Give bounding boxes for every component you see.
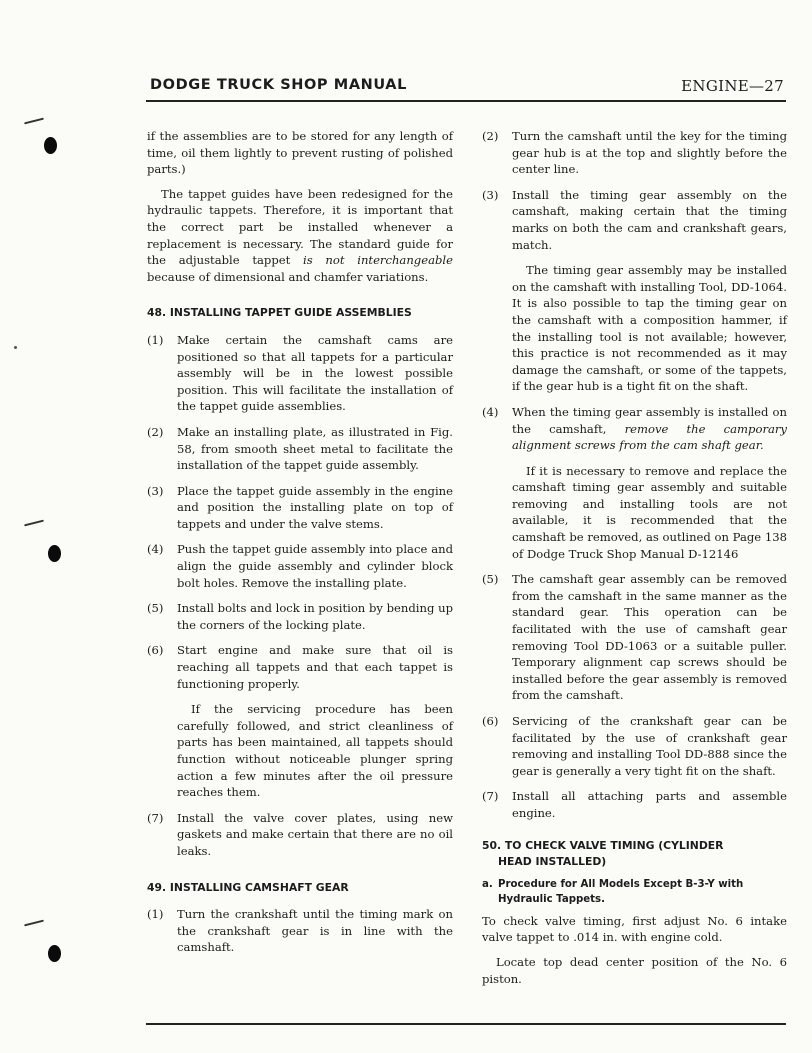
list-item: (5) The camshaft gear assembly can be removed from the camshaft in the same manner as the standard gear. This operation can be facilitated with the use of camshaft gear removing Tool DD-1063 or a suitable puller. Temporary alignment cap screws should be installed before the gear assembly is removed from the camshaft.: [482, 572, 787, 703]
list-item: (3) Place the tappet guide assembly in the engine and position the installing plate on top of tappets and under the valve stems.: [147, 483, 453, 531]
list-item: (7) Install all attaching parts and assemble engine.: [482, 789, 787, 820]
list-item: (1) Make certain the camshaft cams are positioned so that all tappets for a particular assembly will be in the lowest possible position. This will facilitate the installation of the tappet guide assemblies.: [147, 332, 453, 414]
section-heading-50: 50. TO CHECK VALVE TIMING (CYLINDER HEAD INSTALLED): [482, 838, 724, 869]
list-item: (1) Turn the crankshaft until the timing mark on the crankshaft gear is in line with the camshaft.: [147, 907, 453, 955]
list-item: (7) Install the valve cover plates, using new gaskets and make certain that there are no oil leaks.: [147, 810, 453, 858]
subsection-heading: a. Procedure for All Models Except B-3-Y with Hydraulic Tappets.: [482, 878, 744, 905]
paragraph: The tappet guides have been redesigned for the hydraulic tappets. Therefore, it is important that the correct part be installed whenever a replacement is necessary. The standard guide for the adjustable tappet is not interchangeable because of dimensional and chamfer variations.: [147, 186, 453, 284]
section-heading-49: 49. INSTALLING CAMSHAFT GEAR: [147, 880, 349, 894]
list-item: (6) Servicing of the crankshaft gear can be facilitated by the use of crankshaft gear removing and installing Tool DD-888 since the gear is generally a very tight fit on the shaft.: [482, 714, 787, 778]
list-item: (6) Start engine and make sure that oil is reaching all tappets and that each tappet is functioning properly.: [147, 643, 453, 691]
note-paragraph: If the servicing procedure has been carefully followed, and strict cleanliness of parts has been maintained, all tappets should function without noticeable plunger spring action a few minutes after the oil pressure reaches them.: [177, 702, 453, 800]
note-paragraph: If it is necessary to remove and replace the camshaft timing gear assembly and suitable removing and installing tools are not available, it is recommended that the camshaft be removed, as outlined on Page 138 of Dodge Truck Shop Manual D-12146: [512, 463, 787, 561]
margin-mark: [24, 118, 44, 125]
punch-hole: [48, 545, 61, 562]
right-column: [482, 128, 787, 995]
list-item: (3) Install the timing gear assembly on the camshaft, making certain that the timing marks on both the cam and crankshaft gears, match.: [482, 187, 787, 252]
note-paragraph: The timing gear assembly may be installed on the camshaft with installing Tool, DD-1064. It is also possible to tap the timing gear on the camshaft with a composition hammer, if the installing tool is not available; however, this practice is not recommended as it may damage the camshaft, or some of the tappets, if the gear hub is a tight fit on the shaft.: [512, 263, 787, 394]
manual-title: DODGE TRUCK SHOP MANUAL: [150, 77, 407, 93]
margin-dot: [14, 346, 17, 349]
page-number: ENGINE—27: [681, 77, 784, 95]
section-heading-48: 48. INSTALLING TAPPET GUIDE ASSEMBLIES: [147, 306, 412, 320]
list-item: (2) Turn the camshaft until the key for the timing gear hub is at the top and slightly before the center line.: [482, 129, 787, 177]
paragraph: if the assemblies are to be stored for any length of time, oil them lightly to prevent rusting of polished parts.): [147, 129, 453, 177]
header-rule: [146, 100, 786, 102]
punch-hole: [48, 945, 61, 962]
list-item: (4) When the timing gear assembly is installed on the camshaft, remove the camporary alignment screws from the cam shaft gear.: [482, 404, 787, 453]
margin-mark: [24, 920, 44, 927]
punch-hole: [44, 137, 57, 154]
list-item: (2) Make an installing plate, as illustrated in Fig. 58, from smooth sheet metal to facilitate the installation of the tappet guide assembly.: [147, 424, 453, 473]
list-item: (5) Install bolts and lock in position by bending up the corners of the locking plate.: [147, 601, 453, 632]
list-item: (4) Push the tappet guide assembly into place and align the guide assembly and cylinder block bolt holes. Remove the installing plate.: [147, 542, 453, 590]
footer-rule: [146, 1023, 786, 1025]
paragraph: To check valve timing, first adjust No. 6 intake valve tappet to .014 in. with engine cold.: [482, 913, 787, 945]
margin-mark: [24, 520, 44, 527]
left-column: [147, 128, 453, 965]
paragraph: Locate top dead center position of the No. 6 piston.: [482, 954, 787, 986]
